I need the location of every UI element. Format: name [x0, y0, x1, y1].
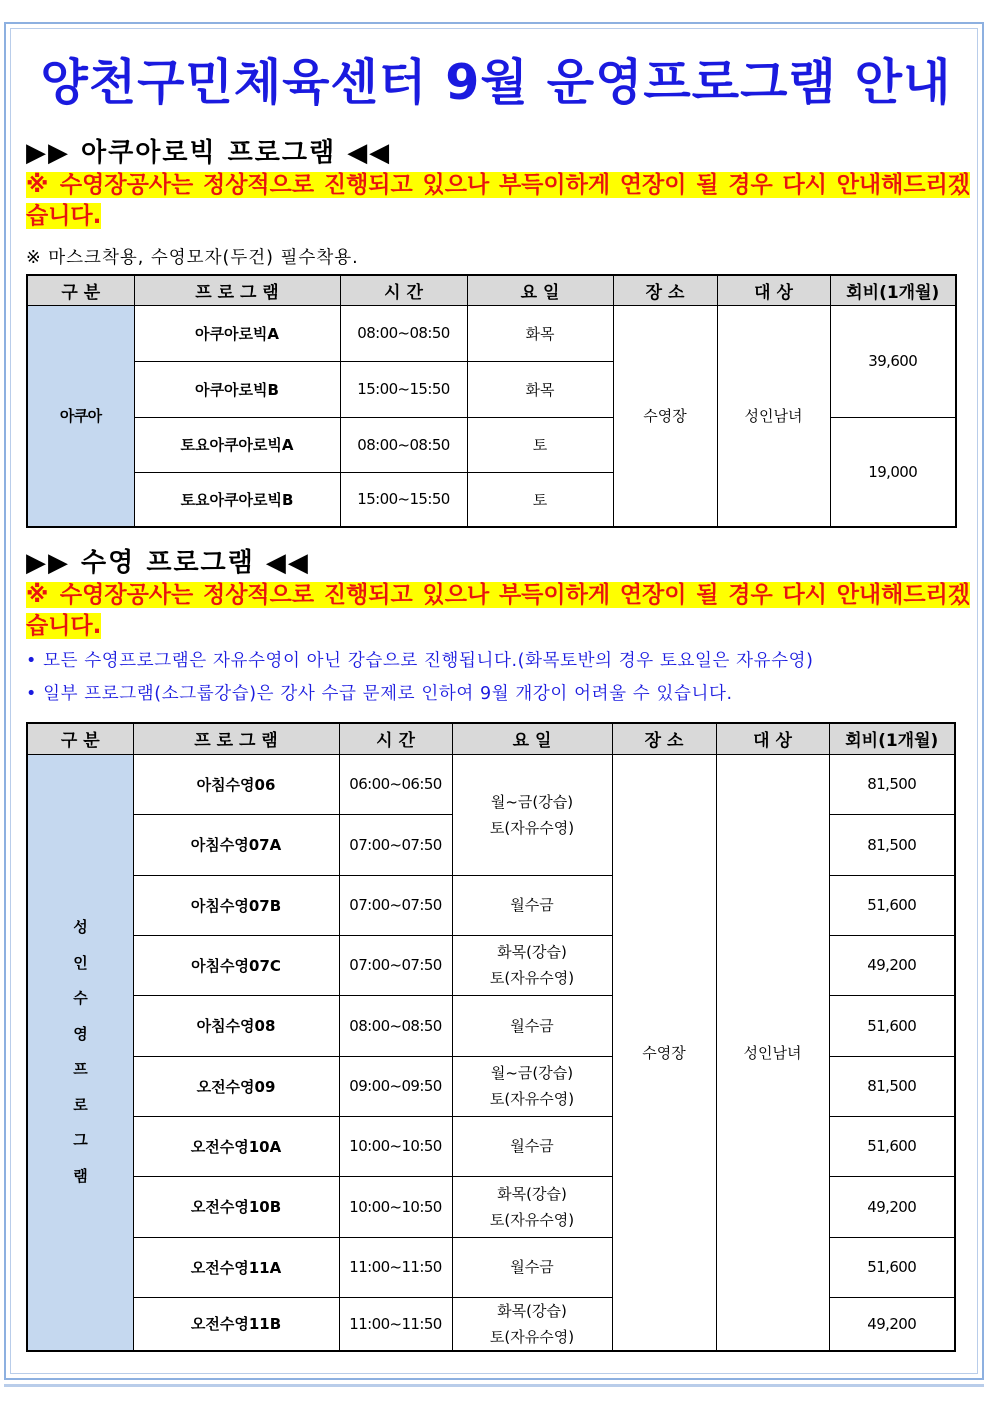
program-days: 화목 [467, 305, 613, 361]
table-header-row [27, 723, 955, 754]
program-name: 오전수영11A [133, 1237, 339, 1297]
program-days: 토 [467, 472, 613, 527]
fee-cell: 49,200 [829, 1297, 955, 1351]
program-days: 월수금 [452, 995, 612, 1056]
program-days: 월수금 [452, 1116, 612, 1176]
category-char: 영 [73, 1024, 88, 1043]
days-line: 월~금(강습) [490, 792, 574, 811]
fee-cell: 51,600 [829, 1116, 955, 1176]
days-line: 화목(강습) [497, 1301, 567, 1320]
fee-cell: 49,200 [829, 1176, 955, 1237]
swim-warning-text: ※ 수영장공사는 정상적으로 진행되고 있으나 부득이하게 연장이 될 경우 다시 안내해드리겠습니다. [26, 582, 970, 639]
target-cell: 성인남녀 [716, 754, 829, 1351]
table-row [27, 754, 955, 814]
program-name: 토요아쿠아로빅A [134, 417, 340, 472]
program-days [452, 754, 612, 875]
header-days: 요 일 [452, 723, 612, 754]
program-time: 15:00~15:50 [340, 361, 467, 417]
category-cell [27, 754, 133, 1351]
category-cell: 아쿠아 [27, 305, 134, 527]
swim-section-heading: ▶▶ 수영 프로그램 ◀◀ [26, 548, 310, 578]
program-time: 11:00~11:50 [339, 1297, 452, 1351]
program-days: 화목 [467, 361, 613, 417]
header-target: 대 상 [717, 275, 830, 305]
aqua-schedule-table [26, 274, 957, 528]
header-category: 구 분 [27, 723, 133, 754]
fee-cell: 39,600 [830, 305, 956, 417]
aqua-section-heading: ▶▶ 아쿠아로빅 프로그램 ◀◀ [26, 138, 392, 168]
program-time: 15:00~15:50 [340, 472, 467, 527]
days-line: 화목(강습) [497, 943, 567, 961]
fee-cell: 49,200 [829, 935, 955, 995]
program-time: 07:00~07:50 [339, 875, 452, 935]
swim-note-2: • 일부 프로그램(소그룹강습)은 강사 수급 문제로 인하여 9월 개강이 어려울 수 있습니다. [26, 684, 733, 704]
program-time: 07:00~07:50 [339, 814, 452, 875]
program-time: 08:00~08:50 [340, 417, 467, 472]
program-name: 오전수영10B [133, 1176, 339, 1237]
program-name: 아침수영06 [133, 754, 339, 814]
program-days [452, 935, 612, 995]
days-line: 토(자유수영) [489, 1210, 575, 1229]
program-name: 오전수영09 [133, 1056, 339, 1116]
program-time: 10:00~10:50 [339, 1176, 452, 1237]
swim-schedule-table [26, 722, 956, 1352]
header-time: 시 간 [339, 723, 452, 754]
header-fee: 회비(1개월) [830, 275, 956, 305]
program-name: 아쿠아로빅B [134, 361, 340, 417]
fee-cell: 51,600 [829, 995, 955, 1056]
category-vertical-label [73, 910, 87, 1194]
program-days: 월수금 [452, 1237, 612, 1297]
category-char: 프 [73, 1060, 88, 1078]
category-char: 로 [73, 1095, 88, 1114]
program-name: 아침수영08 [133, 995, 339, 1056]
fee-cell: 81,500 [829, 754, 955, 814]
table-row [27, 305, 956, 361]
location-cell: 수영장 [612, 754, 716, 1351]
fee-cell: 81,500 [829, 1056, 955, 1116]
days-line: 토(자유수영) [489, 969, 575, 987]
days-line: 토(자유수영) [489, 1327, 575, 1346]
header-fee: 회비(1개월) [829, 723, 955, 754]
aqua-note: ※ 마스크착용, 수영모자(두건) 필수착용. [26, 248, 359, 268]
bottom-rule [4, 1384, 984, 1387]
program-time: 08:00~08:50 [339, 995, 452, 1056]
program-name: 아침수영07A [133, 814, 339, 875]
program-name: 아침수영07B [133, 875, 339, 935]
header-days: 요 일 [467, 275, 613, 305]
days-line: 토(자유수영) [489, 1090, 575, 1108]
header-time: 시 간 [340, 275, 467, 305]
category-char: 성 [73, 918, 88, 936]
category-char: 수 [73, 989, 88, 1007]
aqua-warning-text: ※ 수영장공사는 정상적으로 진행되고 있으나 부득이하게 연장이 될 경우 다시 안내해드리겠습니다. [26, 172, 970, 229]
fee-cell: 19,000 [830, 417, 956, 527]
program-time: 06:00~06:50 [339, 754, 452, 814]
days-line: 화목(강습) [497, 1184, 567, 1203]
program-days [452, 1176, 612, 1237]
program-days [452, 1297, 612, 1351]
program-name: 오전수영11B [133, 1297, 339, 1351]
header-location: 장 소 [612, 723, 716, 754]
header-program: 프 로 그 램 [133, 723, 339, 754]
program-time: 07:00~07:50 [339, 935, 452, 995]
page-title: 양천구민체육센터 9월 운영프로그램 안내 [40, 54, 952, 111]
program-name: 토요아쿠아로빅B [134, 472, 340, 527]
fee-cell: 51,600 [829, 875, 955, 935]
program-name: 아쿠아로빅A [134, 305, 340, 361]
fee-cell: 81,500 [829, 814, 955, 875]
program-days: 월수금 [452, 875, 612, 935]
days-line: 월~금(강습) [490, 1064, 574, 1082]
table-header-row [27, 275, 956, 305]
swim-note-1: • 모든 수영프로그램은 자유수영이 아닌 강습으로 진행됩니다.(화목토반의 경우 토요일은 자유수영) [26, 651, 814, 671]
header-category: 구 분 [27, 275, 134, 305]
program-name: 아침수영07C [133, 935, 339, 995]
target-cell: 성인남녀 [717, 305, 830, 527]
program-days [452, 1056, 612, 1116]
program-time: 11:00~11:50 [339, 1237, 452, 1297]
program-time: 08:00~08:50 [340, 305, 467, 361]
swim-warning [26, 580, 970, 642]
days-line: 토(자유수영) [489, 818, 575, 837]
program-days: 토 [467, 417, 613, 472]
program-time: 09:00~09:50 [339, 1056, 452, 1116]
header-target: 대 상 [716, 723, 829, 754]
program-time: 10:00~10:50 [339, 1116, 452, 1176]
fee-cell: 51,600 [829, 1237, 955, 1297]
location-cell: 수영장 [613, 305, 717, 527]
category-char: 그 [73, 1131, 88, 1149]
category-char: 인 [73, 953, 88, 972]
header-location: 장 소 [613, 275, 717, 305]
category-char: 램 [73, 1166, 88, 1185]
aqua-warning [26, 170, 970, 232]
header-program: 프 로 그 램 [134, 275, 340, 305]
program-name: 오전수영10A [133, 1116, 339, 1176]
